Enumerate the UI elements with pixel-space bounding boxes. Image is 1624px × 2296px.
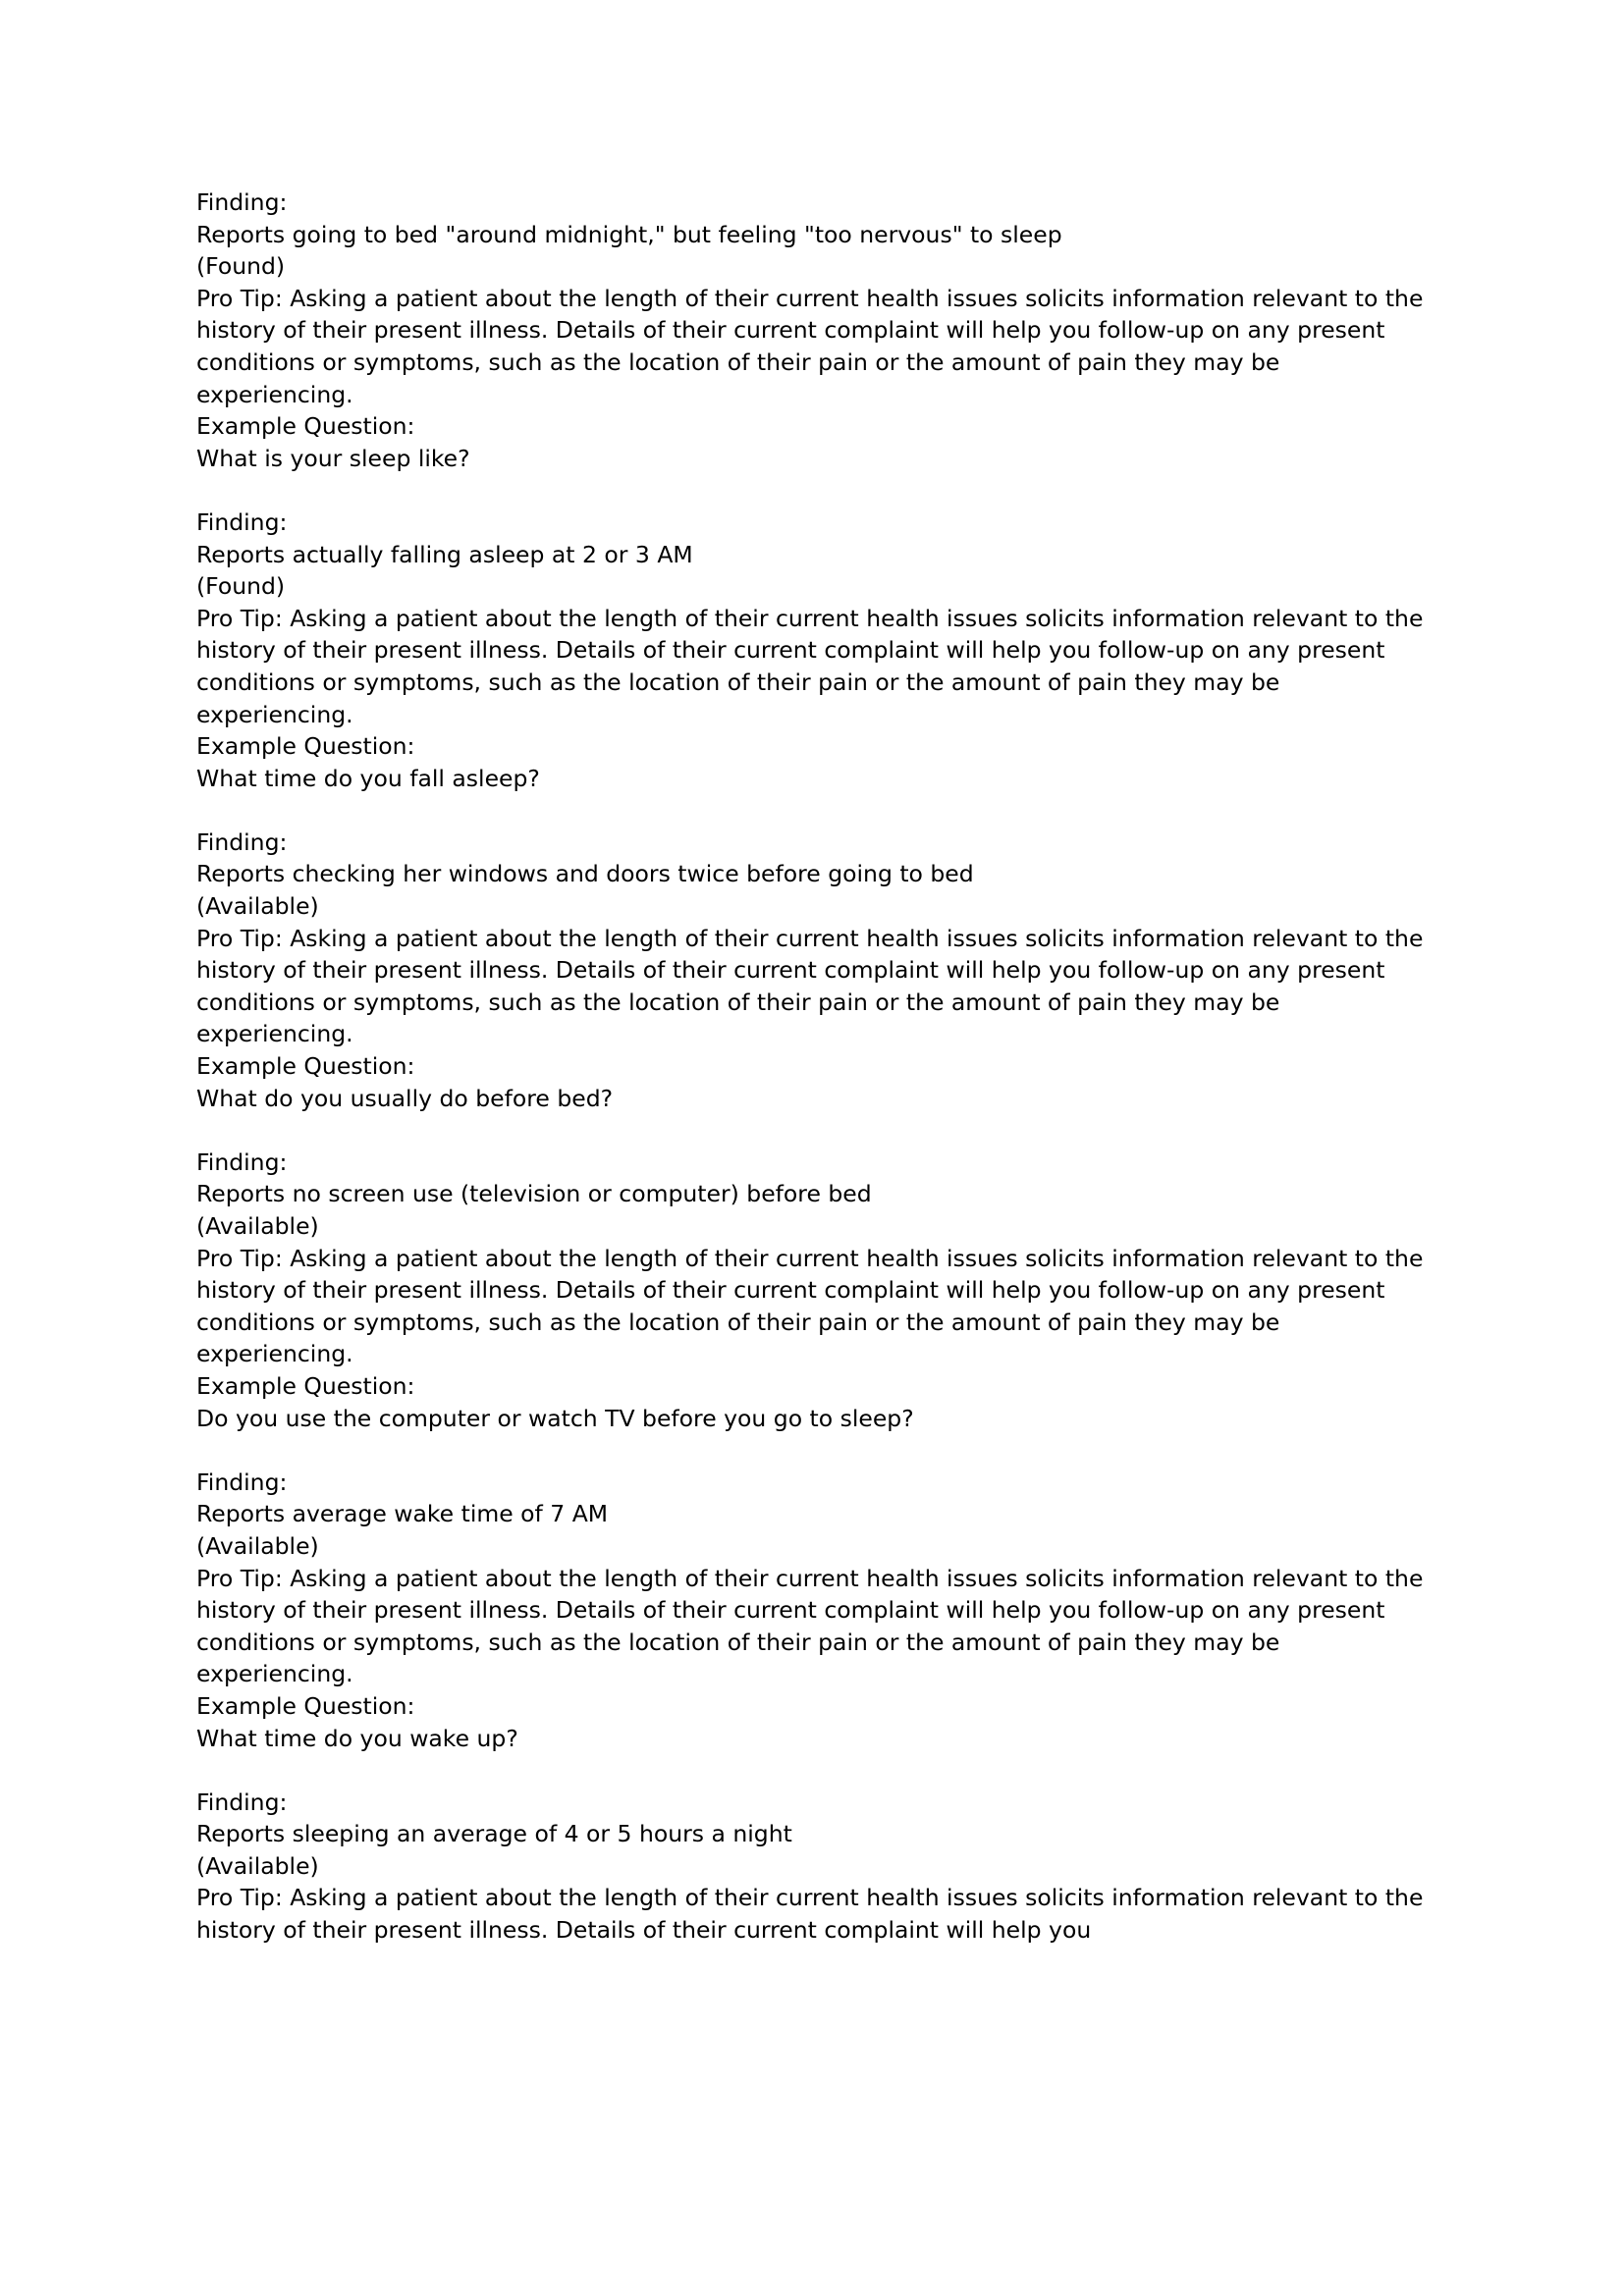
finding-status: (Available) [196,1851,319,1880]
finding-text: Reports actually falling asleep at 2 or 3 AM [196,540,693,568]
block-spacer [196,1754,1428,1787]
finding-block [196,1787,1428,1947]
finding-block [196,1147,1428,1434]
finding-label: Finding: [196,828,288,856]
example-question-label: Example Question: [196,412,415,441]
finding-status: (Available) [196,1531,319,1560]
pro-tip-text: Pro Tip: Asking a patient about the length of their current health issues solicits information relevant to the history of their present illness. Details of their current complaint will help you follow-up on any present conditions or symptoms, such as the location of their pain or the amount of pain they may be experiencing. [196,924,1424,1048]
pro-tip-text: Pro Tip: Asking a patient about the length of their current health issues solicits information relevant to the history of their present illness. Details of their current complaint will help you [196,1884,1424,1945]
finding-text: Reports sleeping an average of 4 or 5 hours a night [196,1820,792,1848]
example-question-text: What time do you fall asleep? [196,764,540,792]
finding-label: Finding: [196,1468,288,1496]
finding-text: Reports checking her windows and doors twice before going to bed [196,860,974,888]
finding-status: (Found) [196,252,286,281]
finding-text: Reports average wake time of 7 AM [196,1500,609,1528]
block-spacer [196,1434,1428,1467]
pro-tip-text: Pro Tip: Asking a patient about the length of their current health issues solicits information relevant to the history of their present illness. Details of their current complaint will help you follow-up on any present conditions or symptoms, such as the location of their pain or the amount of pain they may be experiencing. [196,1564,1424,1688]
example-question-text: What is your sleep like? [196,444,470,472]
finding-status: (Found) [196,572,286,601]
finding-label: Finding: [196,1788,288,1816]
finding-block [196,1467,1428,1754]
example-question-label: Example Question: [196,1371,415,1400]
block-spacer [196,1114,1428,1147]
example-question-text: What do you usually do before bed? [196,1084,614,1112]
finding-block [196,507,1428,794]
example-question-text: Do you use the computer or watch TV before you go to sleep? [196,1404,914,1432]
finding-block [196,827,1428,1114]
finding-status: (Available) [196,892,319,921]
block-spacer [196,474,1428,507]
pro-tip-text: Pro Tip: Asking a patient about the length of their current health issues solicits information relevant to the history of their present illness. Details of their current complaint will help you follow-up on any present conditions or symptoms, such as the location of their pain or the amount of pain they may be experiencing. [196,604,1424,728]
finding-label: Finding: [196,1148,288,1176]
finding-label: Finding: [196,507,288,536]
example-question-text: What time do you wake up? [196,1724,518,1752]
block-spacer [196,794,1428,827]
example-question-label: Example Question: [196,1052,415,1081]
document-body [196,187,1428,1947]
finding-status: (Available) [196,1212,319,1240]
example-question-label: Example Question: [196,1691,415,1720]
finding-text: Reports going to bed "around midnight," but feeling "too nervous" to sleep [196,220,1062,248]
pro-tip-text: Pro Tip: Asking a patient about the length of their current health issues solicits information relevant to the history of their present illness. Details of their current complaint will help you follow-up on any present conditions or symptoms, such as the location of their pain or the amount of pain they may be experiencing. [196,1244,1424,1368]
finding-block [196,187,1428,474]
pro-tip-text: Pro Tip: Asking a patient about the length of their current health issues solicits information relevant to the history of their present illness. Details of their current complaint will help you follow-up on any present conditions or symptoms, such as the location of their pain or the amount of pain they may be experiencing. [196,284,1424,408]
example-question-label: Example Question: [196,732,415,761]
finding-label: Finding: [196,188,288,216]
finding-text: Reports no screen use (television or computer) before bed [196,1180,872,1208]
